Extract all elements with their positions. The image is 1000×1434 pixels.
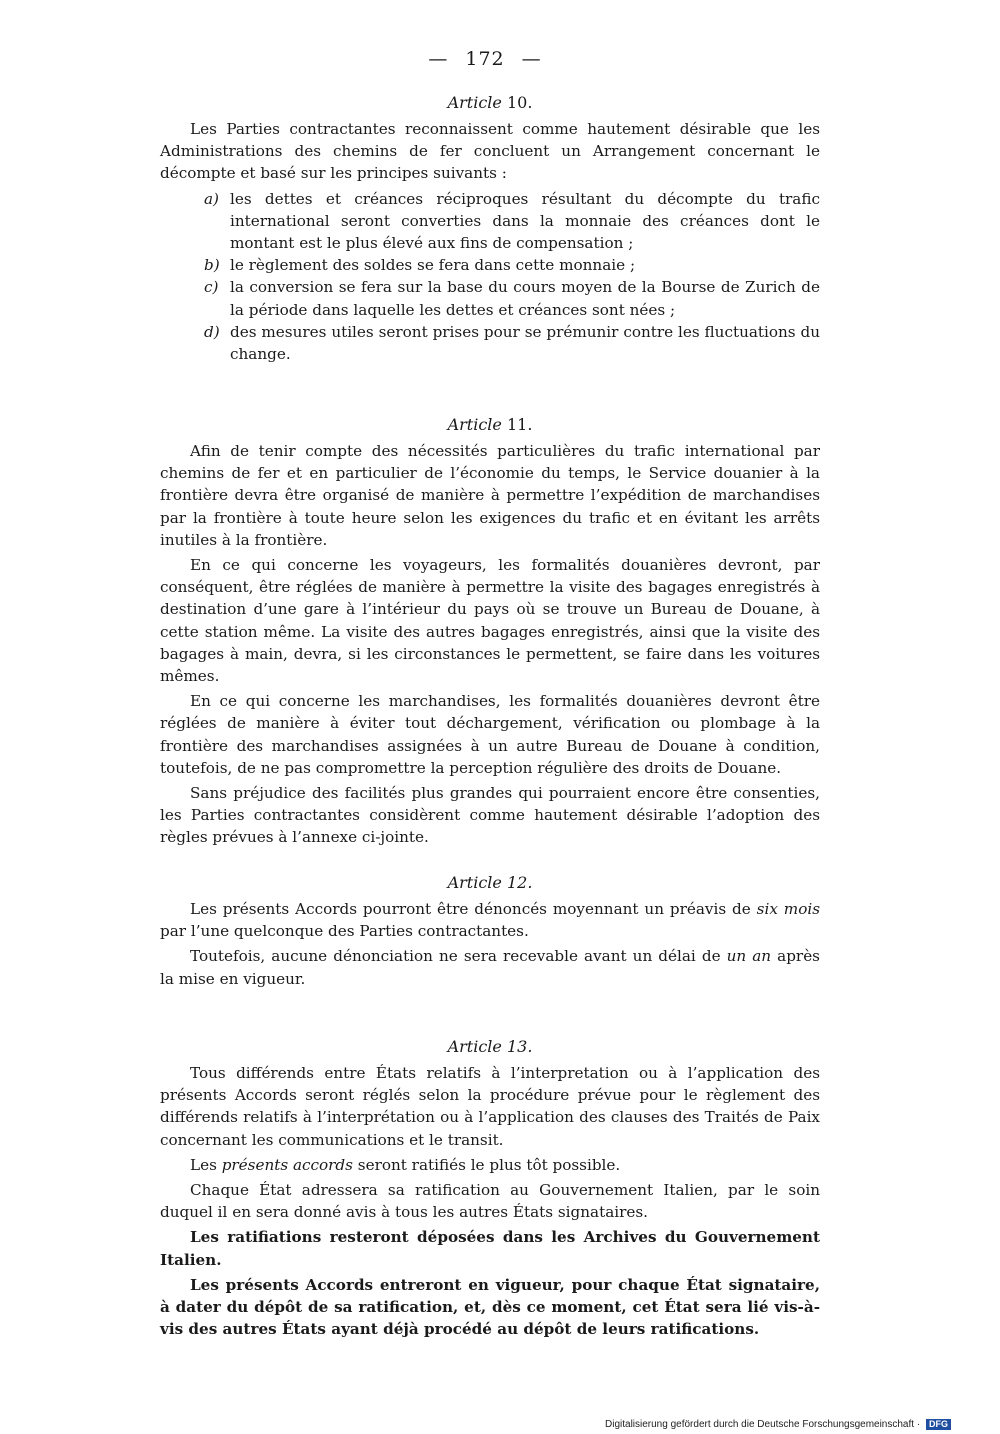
- article-12-title: Article 12.: [447, 873, 533, 892]
- list-item: [160, 276, 820, 320]
- list-item-text: la conversion se fera sur la base du cours moyen de la Bourse de Zurich de la période dans laquelle les dettes et créances sont nées ;: [230, 278, 820, 319]
- page-number-line: [0, 48, 970, 70]
- list-item: [160, 254, 820, 276]
- article-13-paragraph-5: Les présents Accords entreront en vigueur, pour chaque État signataire, à dater du dépôt de sa ratification, et, dès ce moment, cet État sera lié vis-à-vis des autres États ayant déjà procédé au dépôt de leurs ratifications.: [160, 1275, 820, 1339]
- article-11-title-word: Article: [447, 415, 502, 434]
- page-dash-right: —: [521, 48, 542, 70]
- article-10: [160, 92, 820, 365]
- article-12-p2-after: après la mise en vigueur.: [160, 947, 820, 988]
- article-11: [160, 414, 820, 852]
- article-13-p2-emphasis: présents accords: [221, 1155, 353, 1174]
- article-12-p1-before: Les présents Accords pourront être dénoncés moyennant un préavis de: [190, 900, 757, 918]
- article-12-p2-emphasis: un an: [726, 947, 772, 966]
- article-11-paragraph-4: Sans préjudice des facilités plus grandes qui pourraient encore être consenties, les Parties contractantes considèrent comme hautement désirable l’adoption des règles prévues à l’annexe ci-jointe.: [160, 784, 820, 847]
- digitization-footer: [605, 1419, 951, 1430]
- article-12-p1-emphasis: six mois: [756, 900, 820, 918]
- article-13-title: Article 13.: [447, 1037, 533, 1056]
- list-item: [160, 321, 820, 365]
- article-12-p2-before: Toutefois, aucune dénonciation ne sera recevable avant un délai de: [190, 947, 727, 966]
- article-12: [160, 872, 820, 993]
- article-10-title-number: 10.: [506, 93, 533, 112]
- list-item-text: le règlement des soldes se fera dans cette monnaie ;: [230, 256, 636, 275]
- list-item: [160, 188, 820, 255]
- article-11-title-number: 11.: [506, 415, 533, 434]
- list-item-label: a): [204, 189, 219, 208]
- article-13-paragraph-1: Tous différends entre États relatifs à l’interpretation ou à l’application des présents Accords seront réglés selon la procédure prévue pour le règlement des différends relatifs à l’interprétation ou à l’application des clauses des Traités de Paix concernant les communications et le transit.: [160, 1064, 820, 1149]
- page-dash-left: —: [428, 48, 449, 70]
- list-item-label: b): [204, 256, 220, 275]
- article-11-title: [160, 414, 820, 436]
- list-item-text: des mesures utiles seront prises pour se prémunir contre les fluctuations du change.: [230, 322, 820, 364]
- list-item-label: d): [204, 322, 220, 341]
- page-number: 172: [465, 48, 505, 70]
- article-12-paragraph-1: [160, 898, 820, 942]
- article-13-p2-before: Les: [190, 1155, 222, 1174]
- list-item-label: c): [204, 278, 219, 297]
- list-item-text: les dettes et créances réciproques résultant du décompte du trafic international seront converties dans la monnaie des créances dont le montant est le plus élevé aux fins de compensation ;: [230, 189, 820, 253]
- article-11-paragraph-1: Afin de tenir compte des nécessités particulières du trafic international par chemins de fer et en particulier de l’économie du temps, le Service douanier à la frontière devra être organisé de manière à permettre l’expédition de marchandises par la frontière à toute heure selon les exigences du trafic et en évitant les arrêts inutiles à la frontière.: [160, 442, 820, 549]
- article-13-paragraph-2: [160, 1154, 820, 1176]
- article-13-paragraph-3: Chaque État adressera sa ratification au Gouvernement Italien, par le soin duquel il en sera donné avis à tous les autres États signataires.: [160, 1181, 820, 1222]
- article-11-paragraph-3: En ce qui concerne les marchandises, les formalités douanières devront être réglées de manière à éviter tout déchargement, vérification ou plombage à la frontière des marchandises assignées à un autre Bureau de Douane à condition, toutefois, de ne pas compromettre la perception régulière des droits de Douane.: [160, 692, 820, 777]
- footer-text: Digitalisierung gefördert durch die Deutsche Forschungsgemeinschaft ·: [605, 1419, 921, 1430]
- article-10-title: [160, 92, 820, 114]
- article-12-paragraph-2: [160, 945, 820, 989]
- article-13: [160, 1036, 820, 1343]
- article-10-intro: Les Parties contractantes reconnaissent comme hautement désirable que les Administrations des chemins de fer concluent un Arrangement concernant le décompte et basé sur les principes suivants :: [160, 120, 820, 183]
- article-13-paragraph-4: Les ratifiations resteront déposées dans les Archives du Gouvernement Italien.: [160, 1228, 820, 1269]
- dfg-logo: DFG: [926, 1419, 951, 1430]
- article-12-p1-after: par l’une quelconque des Parties contractantes.: [160, 922, 529, 941]
- article-10-title-word: Article: [447, 93, 502, 112]
- article-11-paragraph-2: En ce qui concerne les voyageurs, les formalités douanières devront, par conséquent, être réglées de manière à permettre la visite des bagages enregistrés à destination d’une gare à l’intérieur du pays où se trouve un Bureau de Douane, à cette station même. La visite des autres bagages enregistrés, ainsi que la visite des bagages à main, devra, si les circonstances le permettent, se faire dans les voitures mêmes.: [160, 556, 820, 686]
- article-13-p2-after: seront ratifiés le plus tôt possible.: [352, 1155, 621, 1174]
